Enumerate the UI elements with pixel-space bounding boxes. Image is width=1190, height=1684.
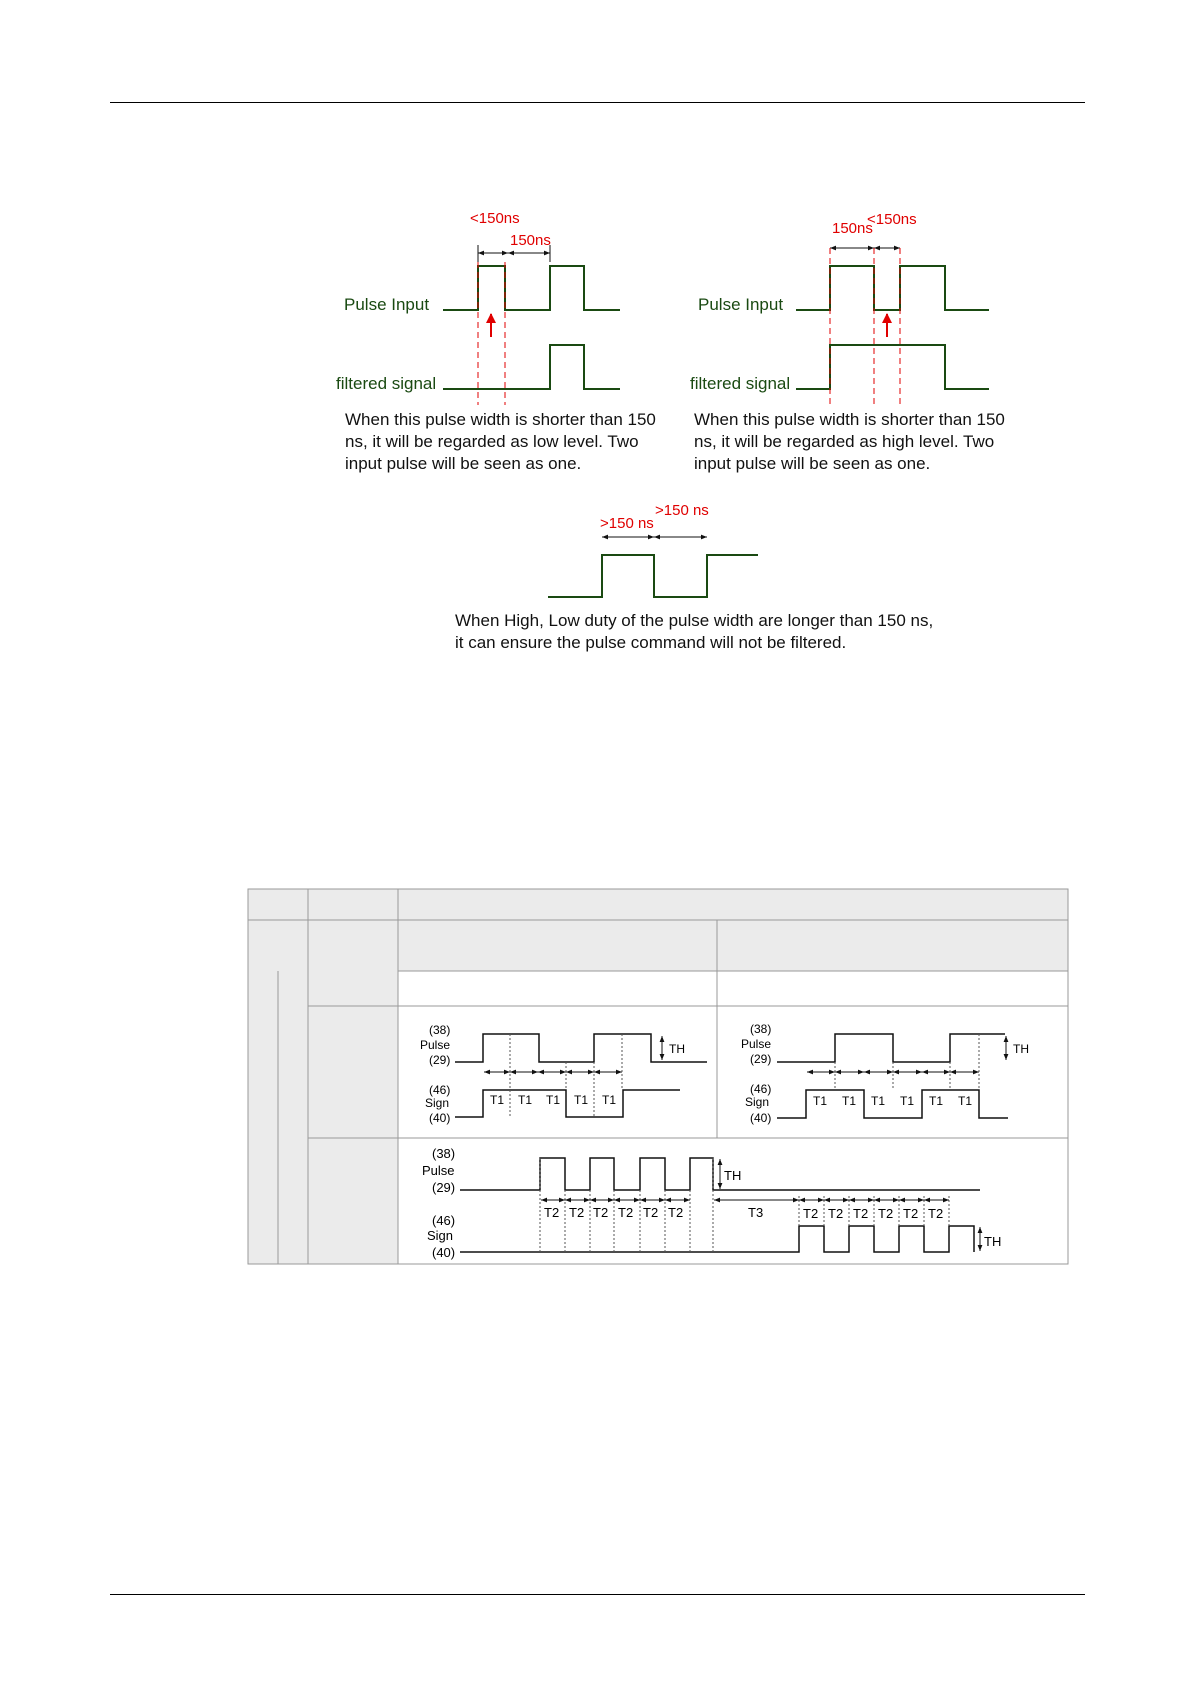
pulse-input-waveform xyxy=(796,266,989,310)
pin-46-label: (46) xyxy=(429,1083,451,1097)
timing-cell-left xyxy=(420,1023,707,1125)
pulse-input-label: Pulse Input xyxy=(344,295,430,314)
dim-gt150-left-label: >150 ns xyxy=(600,515,654,532)
sign-waveform xyxy=(455,1090,680,1117)
t2-label: T2 xyxy=(928,1206,944,1221)
sign-waveform xyxy=(460,1226,974,1252)
filtered-signal-waveform xyxy=(796,345,989,389)
t2-label: T2 xyxy=(903,1206,919,1221)
pulse-label: Pulse xyxy=(422,1163,455,1178)
th-label: TH xyxy=(669,1042,685,1056)
pin-29-label: (29) xyxy=(750,1052,772,1066)
pin-46-label: (46) xyxy=(750,1082,772,1096)
pin-38-label: (38) xyxy=(429,1023,451,1037)
filtered-signal-label: filtered signal xyxy=(336,374,437,393)
filtered-signal-label: filtered signal xyxy=(690,374,791,393)
table-header-row-fill xyxy=(398,889,1068,920)
t2-label: T2 xyxy=(668,1205,684,1220)
sign-label: Sign xyxy=(427,1228,454,1243)
filter-diagram-left xyxy=(336,210,661,473)
sign-label: Sign xyxy=(425,1096,450,1110)
t1-label: T1 xyxy=(602,1093,617,1107)
pin-38-label: (38) xyxy=(750,1022,772,1036)
table-subheader-row-fill xyxy=(398,920,1068,971)
t2-label: T2 xyxy=(618,1205,634,1220)
pulse-input-waveform xyxy=(443,266,620,310)
dim-150-label: 150ns xyxy=(510,232,551,249)
dim-lt150-label: <150ns xyxy=(867,211,917,228)
pulse-waveform xyxy=(777,1034,1005,1062)
timing-table xyxy=(248,889,1068,1264)
pulse-label: Pulse xyxy=(741,1037,772,1051)
pin-40-label: (40) xyxy=(750,1111,772,1125)
t1-label: T1 xyxy=(574,1093,589,1107)
filter-diagram-bottom xyxy=(455,502,938,652)
dim-150-label: 150ns xyxy=(832,220,873,237)
t2-label: T2 xyxy=(593,1205,609,1220)
t1-label: T1 xyxy=(546,1093,561,1107)
pin-38-label: (38) xyxy=(432,1146,456,1161)
dim-lt150-label: <150ns xyxy=(470,210,520,227)
t2-label: T2 xyxy=(803,1206,819,1221)
t1-label: T1 xyxy=(929,1094,944,1108)
t1-label: T1 xyxy=(518,1093,533,1107)
timing-cell-wide xyxy=(422,1146,1001,1260)
t1-label: T1 xyxy=(871,1094,886,1108)
pin-46-label: (46) xyxy=(432,1213,456,1228)
pulse-waveform xyxy=(548,555,758,597)
filter-diagram-right xyxy=(690,211,1010,473)
pulse-label: Pulse xyxy=(420,1038,451,1052)
t2-label: T2 xyxy=(569,1205,585,1220)
th-top-label: TH xyxy=(724,1168,742,1183)
table-header-column-fill xyxy=(248,889,398,1264)
pulse-input-label: Pulse Input xyxy=(698,295,784,314)
t1-label: T1 xyxy=(900,1094,915,1108)
dim-gt150-right-label: >150 ns xyxy=(655,502,709,519)
t2-label: T2 xyxy=(853,1206,869,1221)
right-caption: When this pulse width is shorter than 150 ns, it will be regarded as high level. Two input pulse will be seen as one. xyxy=(694,410,1005,473)
th-label: TH xyxy=(1013,1042,1029,1056)
left-caption: When this pulse width is shorter than 150 ns, it will be regarded as low level. Two input pulse will be seen as one. xyxy=(345,410,656,473)
t2-label: T2 xyxy=(878,1206,894,1221)
t2-label: T2 xyxy=(643,1205,659,1220)
timing-cell-right xyxy=(741,1022,1029,1125)
pin-40-label: (40) xyxy=(429,1111,451,1125)
pin-29-label: (29) xyxy=(432,1180,456,1195)
sign-label: Sign xyxy=(745,1095,770,1109)
sign-waveform xyxy=(777,1090,1008,1118)
t3-label: T3 xyxy=(748,1205,764,1220)
t1-label: T1 xyxy=(958,1094,973,1108)
th-bottom-label: TH xyxy=(984,1234,1002,1249)
bottom-caption: When High, Low duty of the pulse width are longer than 150 ns, it can ensure the pulse command will not be filtered. xyxy=(455,611,934,652)
pin-40-label: (40) xyxy=(432,1245,456,1260)
filtered-signal-waveform xyxy=(443,345,620,389)
pin-29-label: (29) xyxy=(429,1053,451,1067)
t1-label: T1 xyxy=(813,1094,828,1108)
t2-label: T2 xyxy=(828,1206,844,1221)
t1-label: T1 xyxy=(842,1094,857,1108)
t2-label: T2 xyxy=(544,1205,560,1220)
t1-label: T1 xyxy=(490,1093,505,1107)
